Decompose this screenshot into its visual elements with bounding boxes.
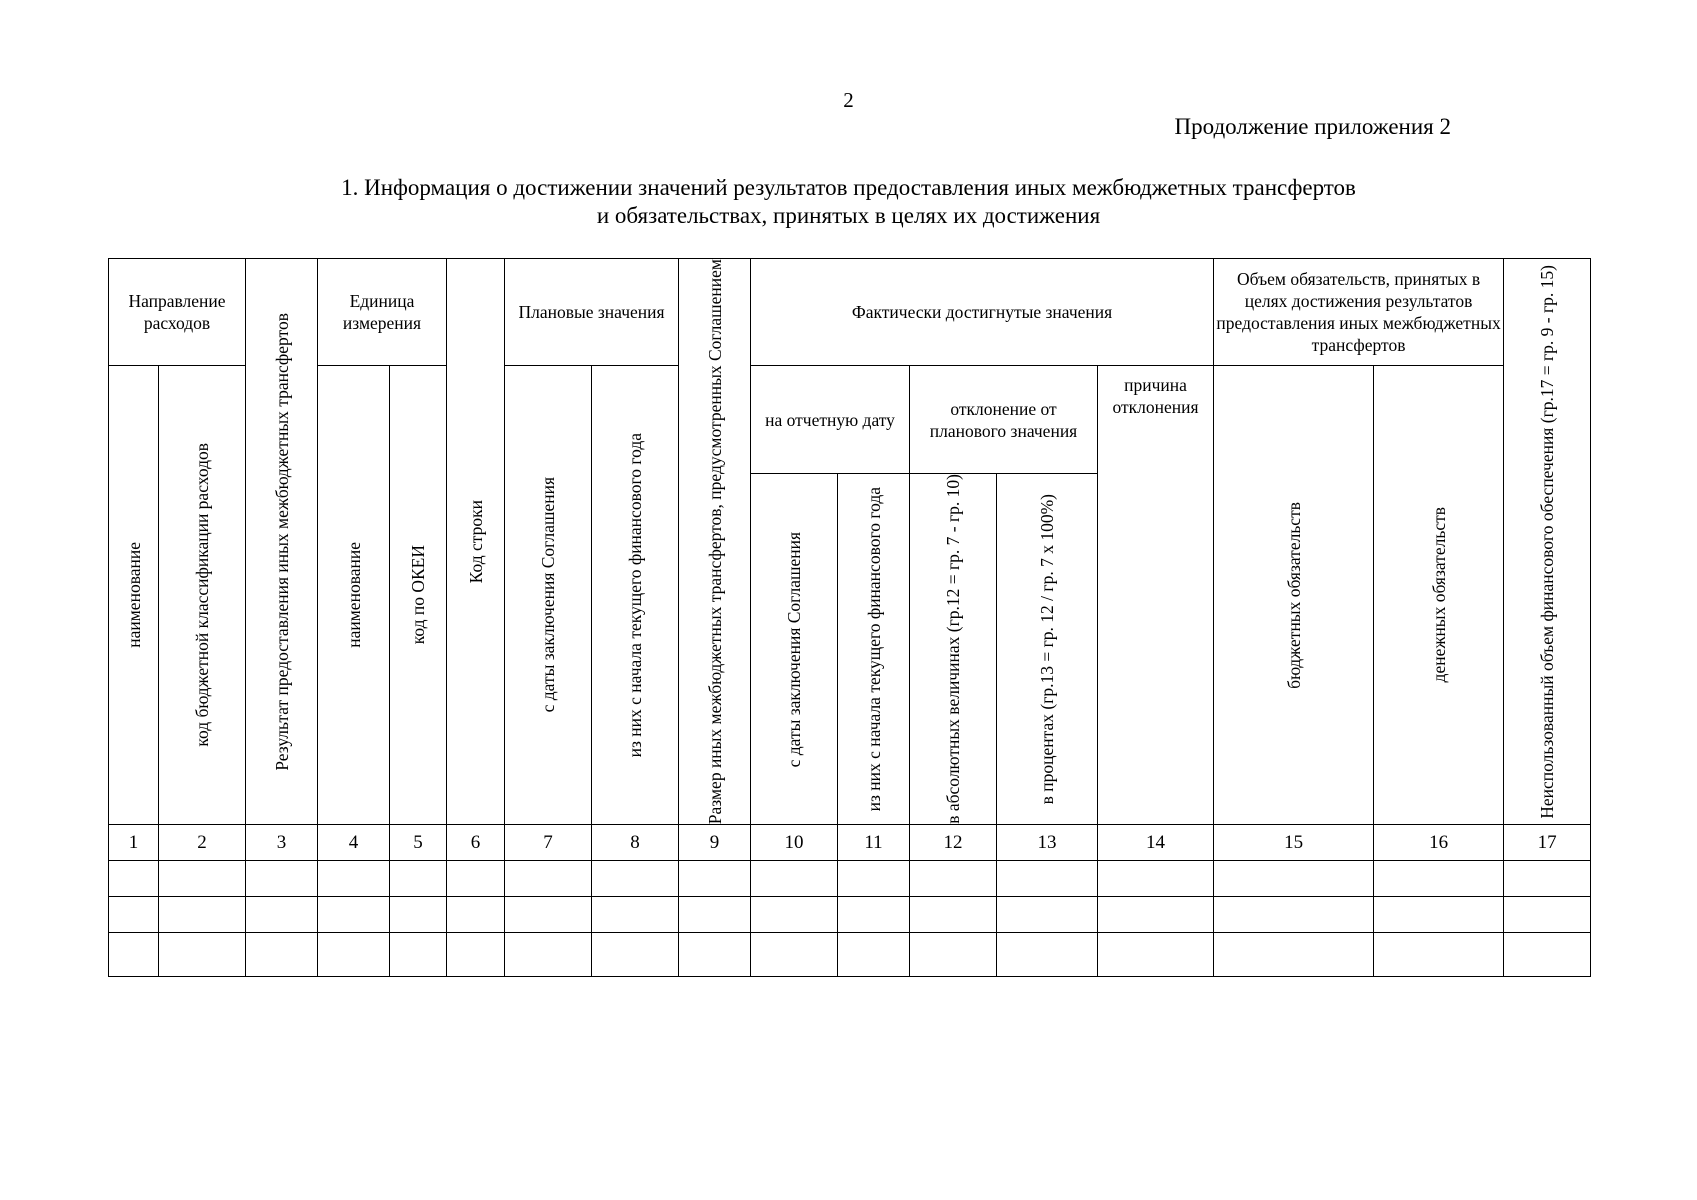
column-number: 6 bbox=[447, 825, 505, 861]
empty-cell bbox=[679, 861, 751, 897]
empty-cell bbox=[159, 933, 246, 977]
empty-cell bbox=[246, 897, 318, 933]
column-number: 15 bbox=[1214, 825, 1374, 861]
empty-cell bbox=[997, 933, 1098, 977]
empty-cell bbox=[318, 897, 390, 933]
column-numbers-row bbox=[109, 825, 1591, 861]
empty-cell bbox=[751, 861, 838, 897]
empty-cell bbox=[1098, 897, 1214, 933]
header-deviation-abs-text: в абсолютных величинах (гр.12 = гр. 7 - гр. 10) bbox=[943, 474, 964, 825]
header-actual: Фактически достигнутые значения bbox=[751, 259, 1214, 366]
column-number: 9 bbox=[679, 825, 751, 861]
header-unused-text: Неиспользованный объем финансового обеспечения (гр.17 = гр. 9 - гр. 15) bbox=[1537, 264, 1558, 819]
results-table bbox=[108, 258, 1591, 977]
empty-cell bbox=[109, 861, 159, 897]
empty-cell bbox=[1504, 897, 1591, 933]
empty-cell bbox=[505, 933, 592, 977]
empty-cell bbox=[390, 861, 447, 897]
empty-cell bbox=[159, 861, 246, 897]
column-number: 1 bbox=[109, 825, 159, 861]
empty-cell bbox=[1214, 933, 1374, 977]
header-direction-code-text: код бюджетной классификации расходов bbox=[192, 443, 212, 747]
column-number: 8 bbox=[592, 825, 679, 861]
empty-cell bbox=[679, 897, 751, 933]
empty-cell bbox=[246, 933, 318, 977]
header-result-text: Результат предоставления иных межбюджетных трансфертов bbox=[271, 312, 292, 771]
empty-cell bbox=[751, 897, 838, 933]
column-number: 13 bbox=[997, 825, 1098, 861]
header-direction-name bbox=[109, 366, 159, 825]
column-number: 14 bbox=[1098, 825, 1214, 861]
header-planned-from-agreement bbox=[505, 366, 592, 825]
header-obligations-budget bbox=[1214, 366, 1374, 825]
column-number: 3 bbox=[246, 825, 318, 861]
empty-cell bbox=[997, 897, 1098, 933]
empty-cell bbox=[1374, 861, 1504, 897]
column-number: 17 bbox=[1504, 825, 1591, 861]
page-number: 2 bbox=[843, 88, 854, 112]
header-direction: Направление расходов bbox=[109, 259, 246, 366]
header-obligations-monetary bbox=[1374, 366, 1504, 825]
empty-cell bbox=[679, 933, 751, 977]
empty-cell bbox=[997, 861, 1098, 897]
title-line-2: и обязательствах, принятых в целях их достижения bbox=[596, 203, 1101, 228]
empty-cell bbox=[390, 933, 447, 977]
empty-cell bbox=[1374, 933, 1504, 977]
header-obligations-budget-text: бюджетных обязательств bbox=[1283, 501, 1304, 689]
empty-cell bbox=[109, 933, 159, 977]
empty-cell bbox=[447, 897, 505, 933]
header-actual-from-year-text: из них с начала текущего финансового года bbox=[863, 487, 884, 812]
column-number: 10 bbox=[751, 825, 838, 861]
empty-cell bbox=[1504, 861, 1591, 897]
table-row bbox=[109, 933, 1591, 977]
header-deviation-pct-text: в процентах (гр.13 = гр. 12 / гр. 7 х 100%) bbox=[1037, 494, 1058, 805]
header-transfer-size bbox=[679, 259, 751, 825]
header-obligations: Объем обязательств, принятых в целях достижения результатов предоставления иных межбюджетных трансфертов bbox=[1214, 259, 1504, 366]
empty-cell bbox=[1098, 861, 1214, 897]
empty-cell bbox=[910, 933, 997, 977]
empty-cell bbox=[1374, 897, 1504, 933]
header-actual-from-agreement-text: с даты заключения Соглашения bbox=[784, 531, 805, 767]
header-deviation-abs bbox=[910, 474, 997, 825]
header-unit-okei bbox=[390, 366, 447, 825]
column-number: 12 bbox=[910, 825, 997, 861]
column-number: 16 bbox=[1374, 825, 1504, 861]
empty-cell bbox=[246, 861, 318, 897]
header-planned-from-agreement-text: с даты заключения Соглашения bbox=[538, 477, 559, 713]
header-actual-from-agreement bbox=[751, 474, 838, 825]
header-planned-from-year bbox=[592, 366, 679, 825]
header-result bbox=[246, 259, 318, 825]
header-actual-report-date: на отчетную дату bbox=[751, 366, 910, 474]
header-deviation-reason: причина отклонения bbox=[1098, 366, 1214, 825]
empty-cell bbox=[751, 933, 838, 977]
header-unit-okei-text: код по ОКЕИ bbox=[408, 545, 429, 645]
header-unit-name-text: наименование bbox=[343, 542, 364, 648]
appendix-label: Продолжение приложения 2 bbox=[1174, 114, 1451, 139]
empty-cell bbox=[505, 897, 592, 933]
table-row bbox=[109, 897, 1591, 933]
empty-cell bbox=[592, 933, 679, 977]
empty-cell bbox=[318, 861, 390, 897]
empty-cell bbox=[910, 897, 997, 933]
empty-cell bbox=[1504, 933, 1591, 977]
header-direction-name-text: наименование bbox=[123, 542, 144, 648]
title-line-1: 1. Информация о достижении значений результатов предоставления иных межбюджетных трансфертов bbox=[341, 175, 1356, 200]
empty-cell bbox=[592, 897, 679, 933]
header-line-code bbox=[447, 259, 505, 825]
column-number: 2 bbox=[159, 825, 246, 861]
header-transfer-size-text: Размер иных межбюджетных трансфертов, предусмотренных Соглашением bbox=[704, 259, 725, 825]
empty-cell bbox=[838, 897, 910, 933]
empty-cell bbox=[390, 897, 447, 933]
empty-cell bbox=[592, 861, 679, 897]
column-number: 4 bbox=[318, 825, 390, 861]
document-title bbox=[0, 174, 1697, 230]
empty-cell bbox=[838, 933, 910, 977]
header-obligations-monetary-text: денежных обязательств bbox=[1428, 507, 1449, 683]
empty-cell bbox=[505, 861, 592, 897]
header-unit-name bbox=[318, 366, 390, 825]
header-line-code-text: Код строки bbox=[465, 499, 486, 584]
empty-cell bbox=[447, 933, 505, 977]
table-row bbox=[109, 861, 1591, 897]
header-planned-from-year-text: из них с начала текущего финансового года bbox=[625, 432, 646, 758]
column-number: 7 bbox=[505, 825, 592, 861]
header-deviation-pct bbox=[997, 474, 1098, 825]
header-planned: Плановые значения bbox=[505, 259, 679, 366]
empty-cell bbox=[910, 861, 997, 897]
empty-cell bbox=[1214, 897, 1374, 933]
header-unit: Единица измерения bbox=[318, 259, 447, 366]
header-deviation: отклонение от планового значения bbox=[910, 366, 1098, 474]
empty-cell bbox=[109, 897, 159, 933]
column-number: 5 bbox=[390, 825, 447, 861]
empty-cell bbox=[318, 933, 390, 977]
empty-cell bbox=[447, 861, 505, 897]
header-direction-code bbox=[159, 366, 246, 825]
header-actual-from-year bbox=[838, 474, 910, 825]
empty-cell bbox=[838, 861, 910, 897]
header-unused bbox=[1504, 259, 1591, 825]
empty-cell bbox=[1098, 933, 1214, 977]
column-number: 11 bbox=[838, 825, 910, 861]
empty-cell bbox=[159, 897, 246, 933]
empty-cell bbox=[1214, 861, 1374, 897]
